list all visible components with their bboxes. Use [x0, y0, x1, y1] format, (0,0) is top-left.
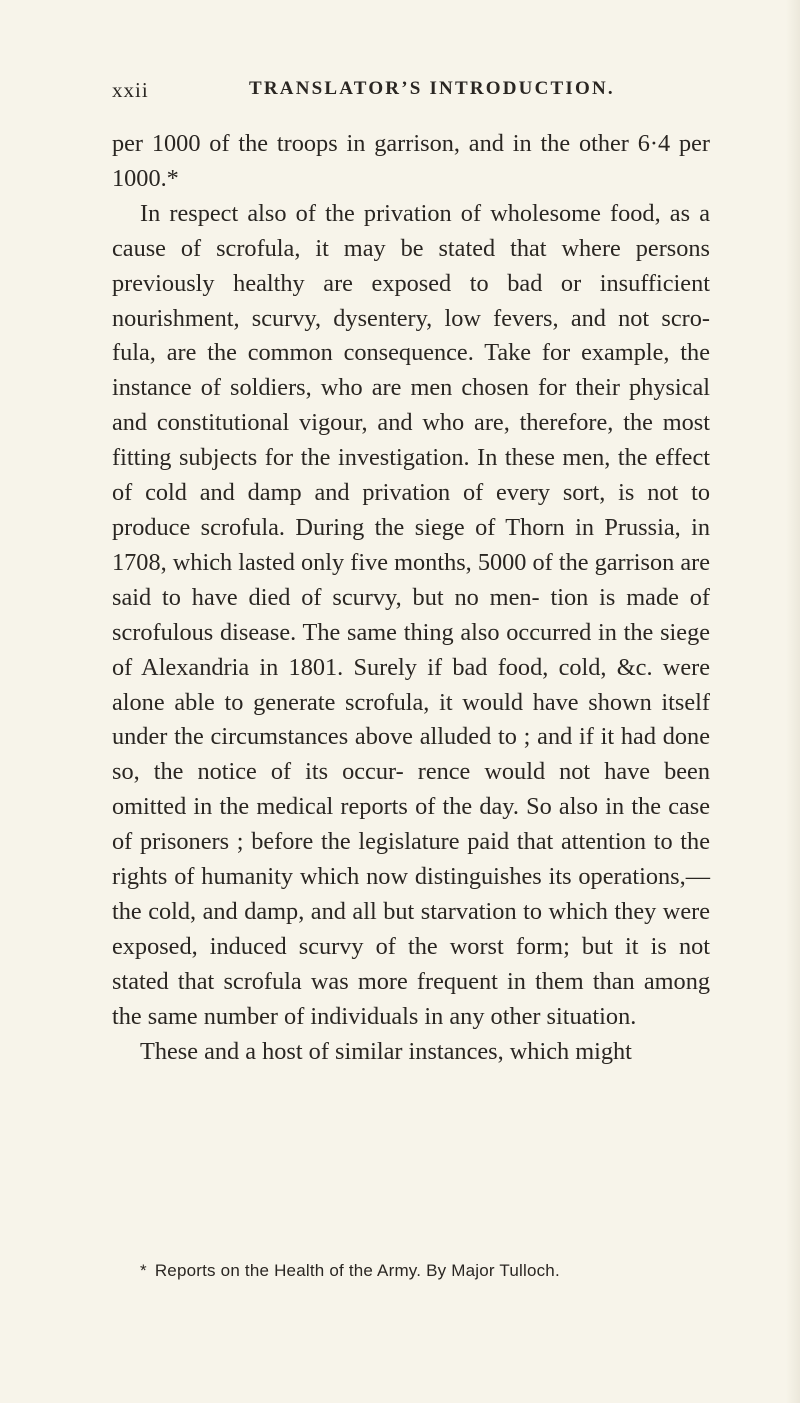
footnote-text: Reports on the Health of the Army. By Major Tulloch.: [154, 1261, 560, 1280]
page-edge-shadow: [786, 0, 800, 1403]
page-number: xxii: [112, 78, 149, 102]
footnote-mark: *: [140, 1261, 147, 1280]
page-header: [112, 78, 712, 112]
running-head: TRANSLATOR’S INTRODUCTION.: [249, 78, 615, 99]
paragraph-continuation: per 1000 of the troops in garrison, and in the other 6·4 per 1000.*: [112, 130, 710, 192]
paragraph-scrofula-privation: In respect also of the privation of wholesome food, as a cause of scrofula, it may be stated that where persons previously healthy are exposed to bad or insufficient nourishment, scurvy, dysentery, low fevers, and not scro- fula, are the common consequence. Take for example, the instance of soldiers, who are men chosen for their physical and constitutional vigour, and who are, therefore, the most fitting subjects for the investigation. In these men, the effect of cold and damp and privation of every sort, is not to produce scrofula. During the siege of Thorn in Prussia, in 1708, which lasted only five months, 5000 of the garrison are said to have died of scurvy, but no men- tion is made of scrofulous disease. The same thing also occurred in the siege of Alexandria in 1801. Surely if bad food, cold, &c. were alone able to generate scrofula, it would have shown itself under the circumstances above alluded to ; and if it had done so, the notice of its occur- rence would not have been omitted in the medical reports of the day. So also in the case of prisoners ; before the legislature paid that attention to the rights of humanity which now distinguishes its operations,—the cold, and damp, and all but starvation to which they were exposed, induced scurvy of the worst form; but it is not stated that scrofula was more frequent in them than among the same number of individuals in any other situation.: [112, 199, 710, 1030]
footnote: [140, 1261, 740, 1281]
body-text: [112, 127, 710, 1069]
paragraph-similar-instances: These and a host of similar instances, which might: [140, 1037, 632, 1065]
